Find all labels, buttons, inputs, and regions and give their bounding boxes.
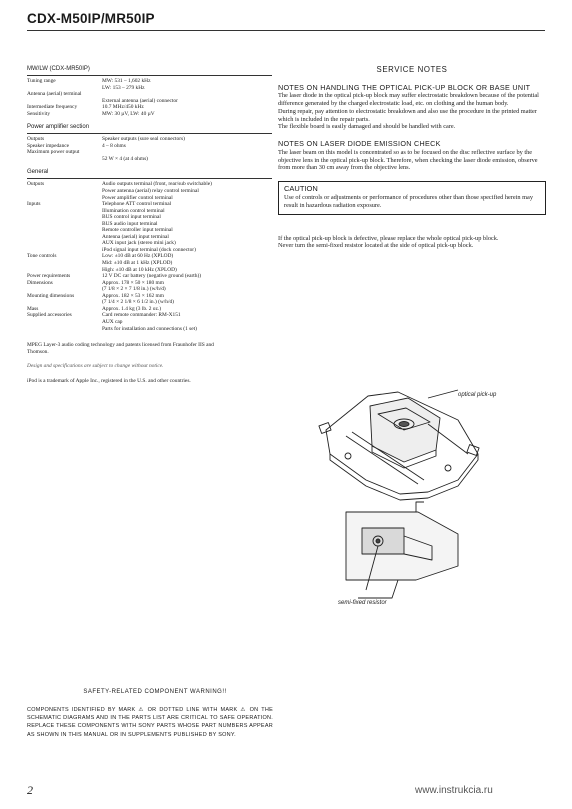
defective-paragraph: If the optical pick-up block is defective, please replace the whole optical pick-up block. (278, 234, 499, 242)
spec-key: Tone controls (27, 253, 57, 260)
spec-value: 4 – 8 ohms (102, 142, 126, 149)
caution-text: Use of controls or adjustments or performance of procedures other than those specified herein may result in hazardous radiation exposure. (284, 193, 533, 209)
spec-row (27, 156, 272, 163)
figure-label-pickup: optical pick-up (458, 392, 497, 398)
spec-key: Dimensions (27, 279, 53, 286)
section-rule (27, 133, 272, 134)
model-title: CDX-M50IP/MR50IP (27, 11, 155, 26)
section-rule (27, 178, 272, 179)
caution-box (278, 181, 546, 214)
spec-value: Approx. 182 × 53 × 162 mm (102, 292, 164, 299)
safety-text: COMPONENTS IDENTIFIED BY MARK ⚠ OR DOTTED LINE WITH MARK ⚠ ON THE SCHEMATIC DIAGRAMS AND IN THE PARTS LIST ARE CRITICAL TO SAFE OPERATION. REPLACE THESE COMPONENTS WITH SONY PARTS WHOSE PART NUMBERS APPEAR AS SHOWN IN THIS MANUAL OR IN SUPPLEMENTS PUBLISHED BY SONY. (27, 707, 273, 738)
spec-key: Outputs (27, 181, 45, 188)
spec-value: Power antenna (aerial) relay control terminal (102, 188, 199, 195)
spec-value: Parts for installation and connections (1 set) (102, 325, 197, 332)
spec-value: Approx. 178 × 50 × 180 mm (102, 279, 164, 286)
spec-value: Approx. 1.4 kg (3 lb. 2 oz.) (102, 305, 161, 312)
pickup-paragraph: The flexible board is easily damaged and should be handled with care. (278, 123, 456, 131)
spec-value: Mid: ±10 dB at 1 kHz (XPLOD) (102, 260, 173, 267)
spec-key: Antenna (aerial) terminal (27, 91, 82, 98)
safety-title: SAFETY-RELATED COMPONENT WARNING!! (83, 689, 227, 695)
spec-value: 10.7 MHz/450 kHz (102, 104, 144, 111)
spec-value: Illumination control terminal (102, 207, 165, 214)
spec-value: (7 1/4 × 2 1/8 × 6 1/2 in.) (w/h/d) (102, 299, 174, 306)
spec-value: Audio outputs terminal (front, rear/sub switchable) (102, 181, 212, 188)
spec-value: AUX cap (102, 318, 123, 325)
laser-paragraph: The laser beam on this model is concentrated so as to be focused on the disc reflective surface by the objective lens in the optical pick-up block. Therefore, when checking the laser diode emission, observe from more than 30 cm away from the objective lens. (278, 148, 538, 172)
spec-value: Low: ±10 dB at 60 Hz (XPLOD) (102, 253, 174, 260)
pickup-heading: NOTES ON HANDLING THE OPTICAL PICK-UP BLOCK OR BASE UNIT (278, 82, 531, 92)
spec-key: Speaker impedance (27, 142, 70, 149)
service-notes-column (278, 66, 546, 250)
defective-paragraph: Never turn the semi-fixed resistor located at the side of optical pick-up block. (278, 242, 474, 250)
general-spec-list (27, 181, 272, 332)
pickup-paragraph: The laser diode in the optical pick-up block may suffer electrostatic breakdown because of the potential difference generated by the charged electrostatic load, etc. on clothing and the human body. (278, 92, 539, 108)
general-heading: General (27, 169, 49, 176)
spec-value: Power amplifier control terminal (102, 194, 173, 201)
spec-key: Outputs (27, 136, 45, 143)
service-notes-title: SERVICE NOTES (376, 65, 448, 74)
spec-value: 12 V DC car battery (negative ground (earth)) (102, 273, 202, 280)
spec-key: Mounting dimensions (27, 292, 75, 299)
tuner-heading: MW/LW (CDX-MR50IP) (27, 66, 90, 72)
watermark-url: www.instrukcia.ru (415, 785, 493, 796)
spec-value: Remote controller input terminal (102, 227, 173, 234)
spec-key: Supplied accessories (27, 312, 72, 319)
spec-value: Speaker outputs (sure seal connectors) (102, 136, 185, 143)
spec-value: High: ±10 dB at 10 kHz (XPLOD) (102, 266, 177, 273)
spec-value: LW: 153 – 279 kHz (102, 84, 145, 91)
spec-row (27, 111, 272, 118)
spec-key: Maximum power output (27, 149, 80, 156)
spec-value: 52 W × 4 (at 4 ohms) (102, 155, 148, 162)
tuner-spec-list (27, 78, 272, 117)
figure-label-resistor: semi-fixed resistor (338, 600, 387, 606)
spec-value: BUS audio input terminal (102, 220, 158, 227)
header-rule (27, 30, 545, 31)
spec-key (27, 326, 102, 333)
spec-value: iPod signal input terminal (dock connector) (102, 246, 196, 253)
amp-heading: Power amplifier section (27, 124, 90, 131)
spec-value: Telephone ATT control terminal (102, 201, 172, 208)
spec-value: BUS control input terminal (102, 214, 161, 221)
spec-value: MW: 531 – 1,602 kHz (102, 78, 151, 84)
ipod-note: iPod is a trademark of Apple Inc., registered in the U.S. and other countries. (27, 377, 191, 384)
pickup-paragraph: During repair, pay attention to electrostatic breakdown and also use the procedure in the printed matter which is included in the repair parts. (278, 107, 537, 123)
mpeg-note: MPEG Layer-3 audio coding technology and patents licensed from Fraunhofer IIS and Thomson. (27, 342, 214, 355)
spec-key (27, 156, 102, 163)
specifications-column (27, 66, 272, 384)
spec-key: Sensitivity (27, 110, 51, 117)
spec-key: Power requirements (27, 273, 71, 280)
spec-key: Tuning range (27, 78, 56, 84)
laser-heading: NOTES ON LASER DIODE EMISSION CHECK (278, 139, 441, 149)
spec-key: Intermediate frequency (27, 104, 78, 111)
design-note: Design and specifications are subject to change without notice. (27, 363, 164, 370)
spec-value: External antenna (aerial) connector (102, 97, 178, 104)
spec-row (27, 326, 272, 333)
page-number: 2 (27, 783, 33, 797)
spec-value: Antenna (aerial) input terminal (102, 233, 169, 240)
amp-spec-list (27, 136, 272, 162)
spec-key: Mass (27, 305, 39, 312)
spec-key: Inputs (27, 201, 41, 208)
section-rule (27, 75, 272, 76)
spec-value: MW: 30 µV, LW: 40 µV (102, 110, 155, 117)
pickup-figure (308, 384, 548, 609)
spec-value: (7 1/8 × 2 × 7 1/8 in.) (w/h/d) (102, 286, 166, 293)
caution-title: CAUTION (284, 184, 318, 194)
spec-value: AUX input jack (stereo mini jack) (102, 240, 176, 247)
spec-value: Card remote commander: RM-X151 (102, 312, 181, 319)
